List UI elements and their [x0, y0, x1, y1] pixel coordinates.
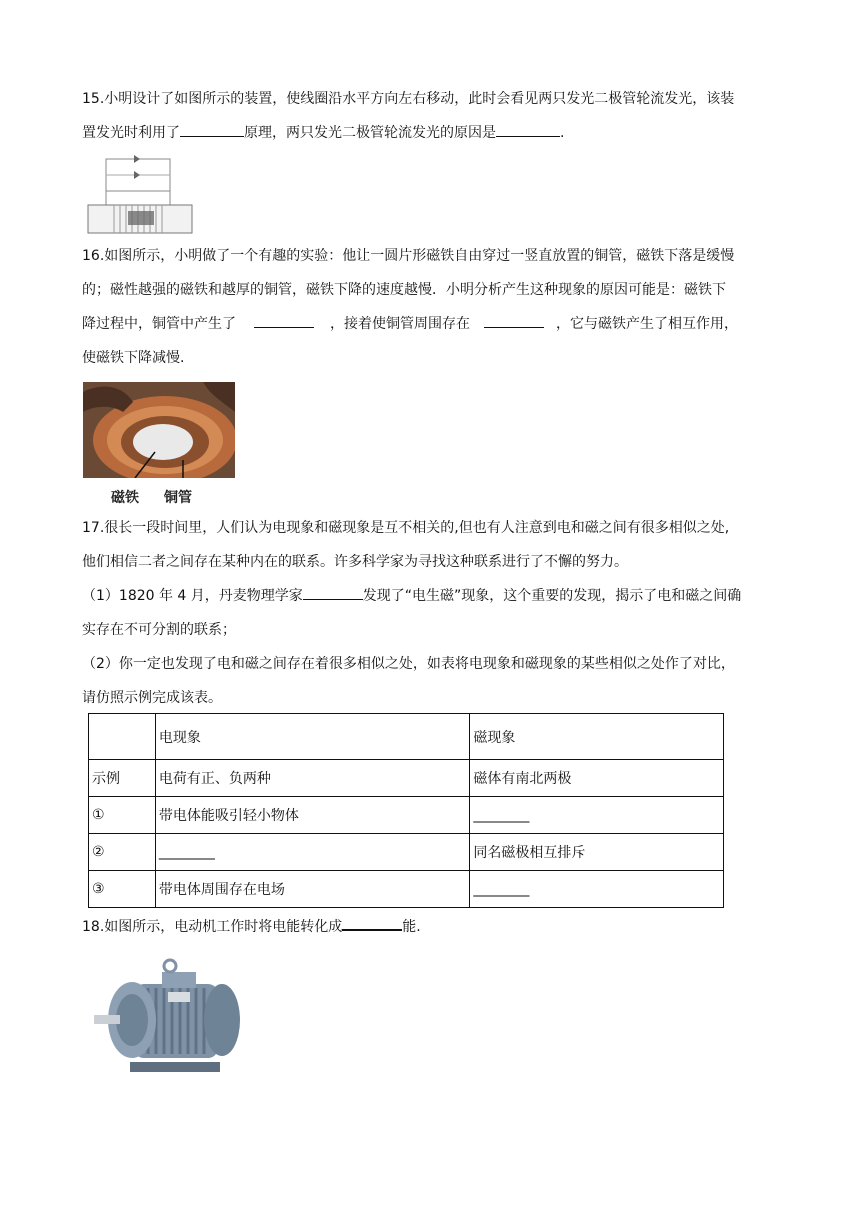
table-cell: ①: [89, 797, 156, 834]
table-row: [89, 797, 724, 834]
q15-line2: [82, 118, 782, 148]
q16-copper-pipe-photo: [83, 382, 235, 478]
q17-part1-line2: 实存在不可分割的联系；: [82, 622, 236, 638]
table-cell: 磁现象: [470, 714, 724, 760]
table-header-row: [89, 714, 724, 760]
table-cell: 带电体周围存在电场: [155, 871, 469, 908]
table-row: [89, 871, 724, 908]
q17-part1-text-b: 发现了“电生磁”现象，这个重要的发现，揭示了电和磁之间确: [362, 588, 742, 604]
table-cell: 电现象: [155, 714, 469, 760]
q16-text-b: ，接着使铜管周围存在: [330, 316, 470, 332]
magnet-label: 磁铁: [111, 490, 139, 506]
copper-pipe-label: 铜管: [164, 490, 192, 506]
q18-text-b: 能.: [402, 919, 421, 935]
q16-line2: 的；磁性越强的磁铁和越厚的铜管，磁铁下降的速度越慢．小明分析产生这种现象的原因可能是：磁铁下: [82, 282, 726, 298]
q16-blank-1[interactable]: [254, 310, 314, 328]
table-cell: ③: [89, 871, 156, 908]
q18-text-a: 18.如图所示，电动机工作时将电能转化成: [82, 919, 343, 935]
q18-line1: [82, 912, 782, 942]
q18-blank[interactable]: [342, 912, 402, 931]
q16-line4: 使磁铁下降减慢.: [82, 350, 185, 366]
table-cell: 磁体有南北两极: [470, 760, 724, 797]
table-cell: [89, 714, 156, 760]
table-cell: 电荷有正、负两种: [155, 760, 469, 797]
comparison-table: [88, 713, 724, 908]
table-cell: ②: [89, 834, 156, 871]
q17-line1: 17.很长一段时间里，人们认为电现象和磁现象是互不相关的,但也有人注意到电和磁之间有很多相似之处,: [82, 520, 730, 536]
table-answer-blank[interactable]: ________: [470, 797, 724, 834]
q16-text-a: 降过程中，铜管中产生了: [82, 316, 236, 332]
q15-text-c: .: [560, 125, 565, 141]
q16-line3: [82, 309, 782, 339]
table-row: [89, 760, 724, 797]
q17-blank-scientist[interactable]: [303, 582, 363, 600]
q15-text-b: 原理，两只发光二极管轮流发光的原因是: [244, 125, 496, 141]
table-cell: 同名磁极相互排斥: [470, 834, 724, 871]
electric-motor-photo: [90, 958, 242, 1076]
table-row: [89, 834, 724, 871]
q16-text-c: ，它与磁铁产生了相互作用，: [556, 316, 738, 332]
q17-part1-text-a: （1）1820 年 4 月，丹麦物理学家: [82, 588, 303, 604]
q15-line1: 15.小明设计了如图所示的装置，使线圈沿水平方向左右移动，此时会看见两只发光二极管轮流发光，该装: [82, 91, 735, 107]
q17-part2-line2: 请仿照示例完成该表。: [82, 690, 222, 706]
q17-part1-line1: [82, 581, 782, 611]
q16-line1: 16.如图所示，小明做了一个有趣的实验：他让一圆片形磁铁自由穿过一竖直放置的铜管，磁铁下落是缓慢: [82, 248, 735, 264]
q15-blank-2[interactable]: [496, 119, 560, 137]
q15-coil-diode-figure: [86, 153, 194, 235]
q17-part2-line1: （2）你一定也发现了电和磁之间存在着很多相似之处，如表将电现象和磁现象的某些相似之处作了对比，: [82, 656, 735, 672]
table-cell: 示例: [89, 760, 156, 797]
q15-text-a: 置发光时利用了: [82, 125, 180, 141]
q15-blank-1[interactable]: [180, 119, 244, 137]
q16-blank-2[interactable]: [484, 310, 544, 328]
q17-line2: 他们相信二者之间存在某种内在的联系。许多科学家为寻找这种联系进行了不懈的努力。: [82, 554, 628, 570]
table-answer-blank[interactable]: ________: [470, 871, 724, 908]
table-cell: 带电体能吸引轻小物体: [155, 797, 469, 834]
table-answer-blank[interactable]: ________: [155, 834, 469, 871]
